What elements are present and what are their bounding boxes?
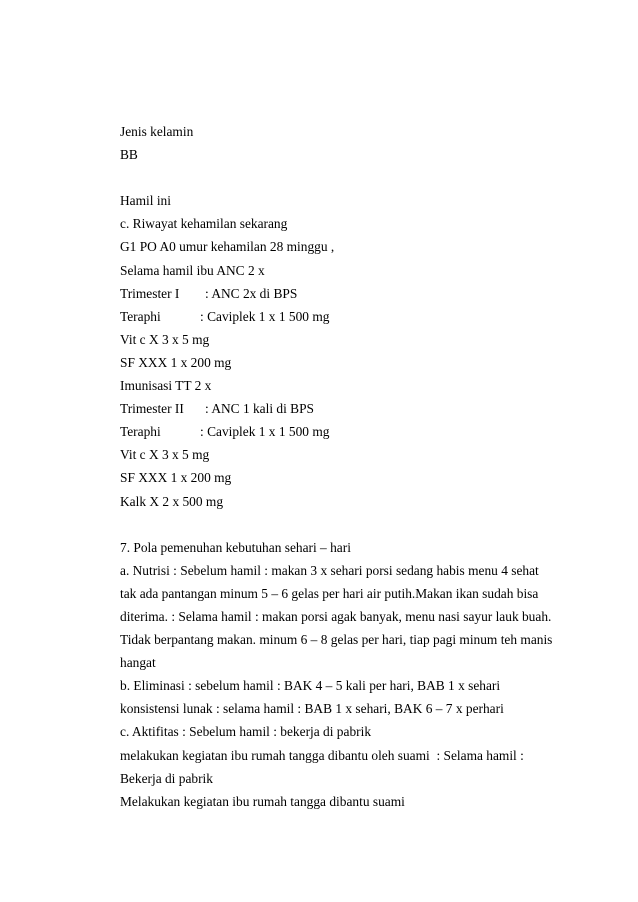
aktifitas-line: Bekerja di pabrik bbox=[120, 770, 213, 786]
sf-2-line: SF XXX 1 x 200 mg bbox=[120, 470, 232, 486]
trimester-2-value: : ANC 1 kali di BPS bbox=[205, 401, 315, 417]
teraphi-2-row bbox=[120, 420, 590, 443]
eliminasi-line: b. Eliminasi : sebelum hamil : BAK 4 – 5 kali per hari, BAB 1 x sehari bbox=[120, 678, 501, 694]
teraphi-2-label: Teraphi bbox=[120, 424, 161, 440]
teraphi-1-label: Teraphi bbox=[120, 308, 161, 324]
trimester-1-label: Trimester I bbox=[120, 285, 180, 301]
gravida-line: G1 PO A0 umur kehamilan 28 minggu , bbox=[120, 239, 335, 255]
document-body bbox=[120, 120, 590, 813]
nutrisi-line: a. Nutrisi : Sebelum hamil : makan 3 x sehari porsi sedang habis menu 4 sehat bbox=[120, 562, 539, 578]
nutrisi-line: diterima. : Selama hamil : makan porsi agak banyak, menu nasi sayur lauk buah. bbox=[120, 608, 552, 624]
vitc-1-line: Vit c X 3 x 5 mg bbox=[120, 331, 210, 347]
hamil-ini-label: Hamil ini bbox=[120, 193, 171, 209]
kalk-line: Kalk X 2 x 500 mg bbox=[120, 493, 224, 509]
anc-total-line: Selama hamil ibu ANC 2 x bbox=[120, 262, 265, 278]
trimester-1-value: : ANC 2x di BPS bbox=[205, 285, 298, 301]
teraphi-1-value: : Caviplek 1 x 1 500 mg bbox=[200, 308, 330, 324]
trimester-1-row bbox=[120, 282, 590, 305]
nutrisi-line: Tidak berpantang makan. minum 6 – 8 gelas per hari, tiap pagi minum teh manis bbox=[120, 632, 553, 648]
vitc-2-line: Vit c X 3 x 5 mg bbox=[120, 447, 210, 463]
nutrisi-line: tak ada pantangan minum 5 – 6 gelas per hari air putih.Makan ikan sudah bisa bbox=[120, 585, 539, 601]
trimester-2-label: Trimester II bbox=[120, 401, 184, 417]
spacer bbox=[120, 166, 590, 189]
trimester-2-row bbox=[120, 397, 590, 420]
riwayat-heading: c. Riwayat kehamilan sekarang bbox=[120, 216, 288, 232]
aktifitas-line: melakukan kegiatan ibu rumah tangga dibantu oleh suami : Selama hamil : bbox=[120, 747, 524, 763]
spacer bbox=[120, 513, 590, 536]
aktifitas-line: Melakukan kegiatan ibu rumah tangga dibantu suami bbox=[120, 793, 405, 809]
teraphi-2-value: : Caviplek 1 x 1 500 mg bbox=[200, 424, 330, 440]
aktifitas-line: c. Aktifitas : Sebelum hamil : bekerja di pabrik bbox=[120, 724, 372, 740]
imunisasi-line: Imunisasi TT 2 x bbox=[120, 378, 212, 394]
teraphi-1-row bbox=[120, 305, 590, 328]
pola-heading: 7. Pola pemenuhan kebutuhan sehari – hari bbox=[120, 539, 351, 555]
bb-label: BB bbox=[120, 147, 138, 163]
jenis-kelamin-label: Jenis kelamin bbox=[120, 124, 194, 139]
nutrisi-line: hangat bbox=[120, 655, 156, 671]
sf-1-line: SF XXX 1 x 200 mg bbox=[120, 354, 232, 370]
eliminasi-line: konsistensi lunak : selama hamil : BAB 1 x sehari, BAK 6 – 7 x perhari bbox=[120, 701, 504, 717]
